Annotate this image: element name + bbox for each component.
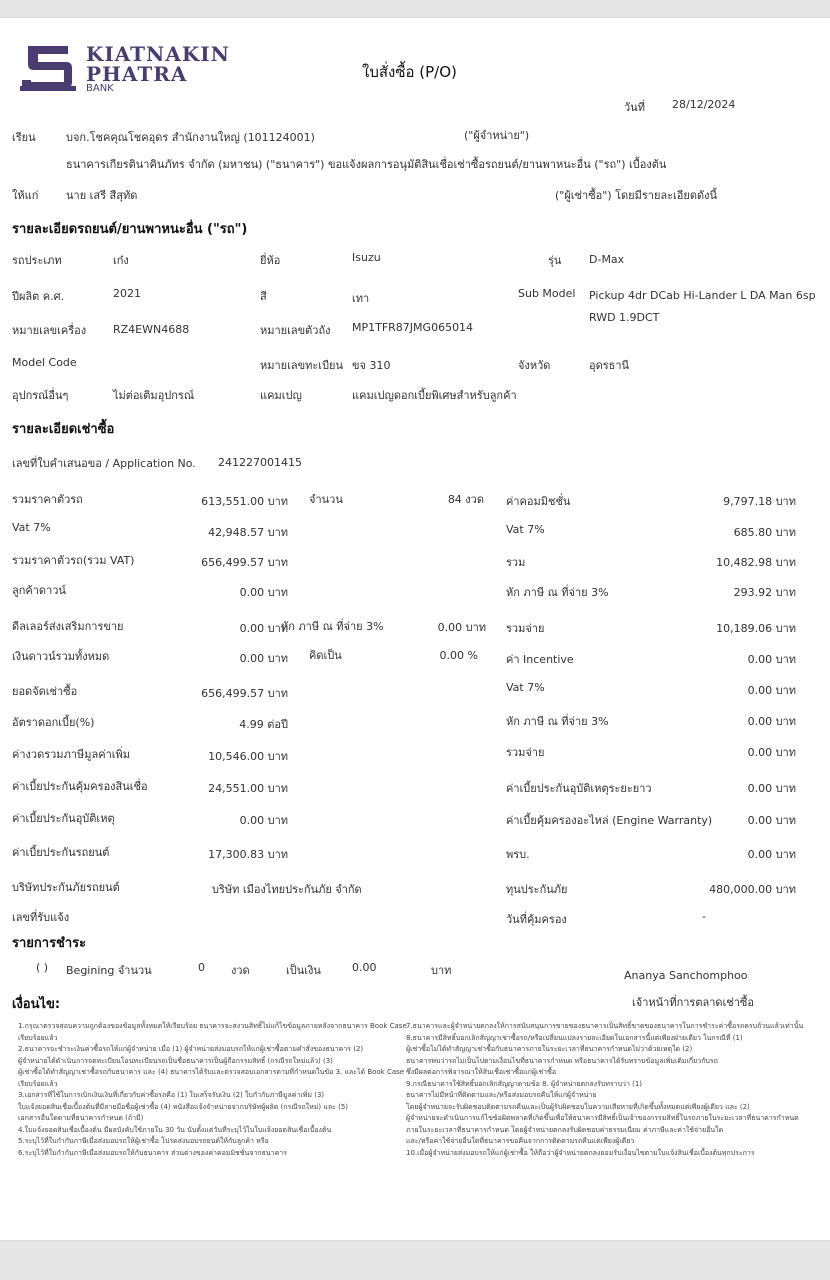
amount-label: เป็นเงิน [286,964,321,977]
date-value: 28/12/2024 [672,98,736,111]
page-title: ใบสั่งซื้อ (P/O) [362,63,457,81]
year-label: ปีผลิต ค.ศ. [12,290,65,303]
chassis-no: MP1TFR87JMG065014 [352,321,474,334]
lease-left-label: เงินดาวน์รวมทั้งหมด [12,650,110,663]
lease-left-value: 0.00 บาท [239,586,288,599]
condition-line: เอกสารอื่นใดตามที่ธนาคารกำหนด (ถ้ามี) [18,1114,144,1122]
lease-left-label: ค่าเบี้ยประกันรถยนต์ [12,846,110,859]
lease-right-label: Vat 7% [506,523,545,536]
lease-right-value: - [702,910,706,923]
vehicle-type: เก๋ง [113,254,129,267]
lease-right-value: 0.00 บาท [747,782,796,795]
bank-name-line2: PHATRA [86,62,188,86]
lease-right-value: 10,189.06 บาท [716,622,796,635]
condition-line: 5.ระบุไว้ที่ใบกำกับภาษีเมื่อส่งมอบรถให้ผู้เช่าซื้อ โปรดส่งมอบรถยนต์ให้กับลูกค้า หรือ [18,1137,269,1145]
province: อุดรธานี [589,359,630,372]
bank-logo-icon [20,42,76,94]
bank-name-line3: BANK [86,83,114,94]
lease-right-label: ทุนประกันภัย [506,883,568,896]
bank-name-line1: KIATNAKIN [86,42,230,66]
province-label: จังหวัด [518,359,551,372]
lease-right-label: ค่าคอมมิชชั่น [506,495,571,508]
lease-left-label: ค่าเบี้ยประกันอุบัติเหตุ [12,812,115,825]
lease-right-label: พรบ. [506,848,530,861]
submodel-line2: RWD 1.9DCT [589,311,660,324]
calc-label: คิดเป็น [309,649,342,662]
lease-right-label: รวมจ่าย [506,746,545,759]
campaign-label: แคมเปญ [260,389,302,402]
signature-role: เจ้าหน้าที่การตลาดเช่าซื้อ [632,996,755,1009]
lease-right-label: ค่าเบี้ยคุ้มครองอะไหล่ (Engine Warranty) [506,814,713,827]
lease-right-label: Vat 7% [506,681,545,694]
engine-label: หมายเลขเครื่อง [12,324,87,337]
brand-label: ยี่ห้อ [260,254,281,267]
condition-line: 1.กรุณาตรวจสอบความถูกต้องของข้อมูลทั้งหมดให้เรียบร้อย ธนาคารจะสงวนสิทธิ์ไม่แก้ไขข้อมูลภายหลังจากธนาคาร Book Case [18,1022,407,1030]
condition-line: โดยผู้จำหน่ายจะรับผิดชอบติดตามรถคืนและเป็นผู้รับผิดชอบในความเสียหายที่เกิดขึ้นทั้งหมดแต่เพียงผู้เดียว และ (2) [406,1102,750,1111]
lease-right-label: หัก ภาษี ณ ที่จ่าย 3% [506,586,609,599]
condition-line: ซึ่งมีผลต่อการพิจารณาให้สินเชื่อเช่าซื้อแก่ผู้เช่าซื้อ [406,1068,557,1076]
amount-currency: บาท [431,964,452,977]
amount: 0.00 [352,961,377,974]
chassis-label: หมายเลขตัวถัง [260,324,331,337]
customer-name: นาย เสรี สีสุทัด [66,189,138,202]
condition-line: 4.ใบแจ้งยอดสินเชื่อเบื้องต้น มีผลบังคับใช้ภายใน 30 วัน นับตั้งแต่วันที่ระบุไว้ในใบแจ้งยอดสินเชื่อเบื้องต้น [18,1125,332,1134]
condition-line: 9.กรณีธนาคารใช้สิทธิ์บอกเลิกสัญญาตามข้อ 8. ผู้จำหน่ายตกลงรับทราบว่า (1) [406,1079,643,1088]
date-label: วันที่ [624,101,645,114]
give-to-label: ให้แก่ [12,189,39,202]
lease-left-label: ลูกค้าดาวน์ [12,584,66,597]
lease-left-value: 4.99 ต่อปี [239,718,288,731]
signature-name: Ananya Sanchomphoo [624,969,748,982]
bank-logo [20,42,230,98]
brand: Isuzu [352,251,381,264]
payment-checkbox[interactable]: ( ) [36,961,49,974]
installment-count: 84 งวด [447,493,484,506]
plate-label: หมายเลขทะเบียน [260,359,344,372]
lease-right-label: ค่าเบี้ยประกันอุบัติเหตุระยะยาว [506,782,652,795]
application-no: 241227001415 [218,456,302,469]
lease-right-label: รวมจ่าย [506,622,545,635]
lease-right-value: 293.92 บาท [733,586,796,599]
lease-right-value: 0.00 บาท [747,848,796,861]
installment-count-label: จำนวน [309,493,343,506]
color-label: สี [260,290,267,303]
condition-line: 7.ธนาคารและผู้จำหน่ายตกลงให้การสนับสนุนการขายของธนาคารเป็นสิทธิ์ขาดของธนาคารในการชำระค่าซื้อรถครบถ้วนแล้วเท่านั้น [406,1022,804,1030]
lease-left-value: 0.00 บาท [239,622,288,635]
customer-role: ("ผู้เช่าซื้อ") โดยมีรายละเอียดดังนี้ [555,189,718,202]
condition-line: 6.ระบุไว้ที่ใบกำกับภาษีเมื่อส่งมอบรถให้กับธนาคาร ส่วนต่างของค่าคอมมิชชั่นจากธนาคาร [18,1148,287,1157]
lease-right-value: 9,797.18 บาท [723,495,796,508]
lease-left-label: ค่าเบี้ยประกันคุ้มครองสินเชื่อ [12,780,148,793]
year: 2021 [113,287,141,300]
condition-line: ผู้จำหน่ายจะดำเนินการแก้ไขข้อผิดพลาดที่เกิดขึ้นเพื่อให้ธนาคารมีสิทธิ์เป็นเจ้าของกรรมสิทธิ์ในรถภายในระยะเวลาที่ธนาคารกำหนด [406,1114,799,1122]
plate-no: ขจ 310 [352,359,391,372]
equipment-label: อุปกรณ์อื่นๆ [12,389,69,402]
equipment: ไม่ต่อเติมอุปกรณ์ [113,389,195,402]
begin-count: 0 [198,961,205,974]
lease-right-label: รวม [506,556,526,569]
lease-left-label: บริษัทประกันภัยรถยนต์ [12,881,120,894]
lease-left-label: ดีลเลอร์ส่งเสริมการขาย [12,620,124,633]
condition-line: ผู้เช่าซื้อได้ทำสัญญาเช่าซื้อรถกับธนาคาร และ (4) ธนาคารได้รับและตรวจสอบเอกสารตามที่กำหนดในข้อ 3. และได้ Book Case [18,1068,405,1076]
purchase-order-document [0,18,830,1240]
vehicle-heading: รายละเอียดรถยนต์/ยานพาหนะอื่น ("รถ") [12,222,248,237]
lease-left-value: 656,499.57 บาท [201,556,288,569]
model: D-Max [589,253,625,266]
condition-line: ธนาคารพบว่ารถไม่เป็นไปตามเงื่อนไขที่ธนาคารกำหนด หรือธนาคารได้รับทราบข้อมูลเพิ่มเติมเกี่ยวกับรถ [406,1056,718,1065]
lease-right-label: ค่า Incentive [506,653,574,666]
lease-right-value: 0.00 บาท [747,746,796,759]
condition-line: ผู้เช่าซื้อไม่ได้ทำสัญญาเช่าซื้อกับธนาคารภายในระยะเวลาที่ธนาคารกำหนดไม่ว่าด้วยเหตุใด (2) [406,1045,693,1053]
lease-left-label: ค่างวดรวมภาษีมูลค่าเพิ่ม [12,748,131,761]
lease-left-value: 613,551.00 บาท [201,495,288,508]
condition-line: 2.ธนาคารจะชำระเงินค่าซื้อรถให้แก่ผู้จำหน่าย เมื่อ (1) ผู้จำหน่ายส่งมอบรถให้แก่ผู้เช่าซื้อตามคำสั่งของธนาคาร (2) [18,1045,364,1053]
calc-value: 0.00 % [439,649,478,662]
lease-right-value: 0.00 บาท [747,715,796,728]
condition-line: ใบแจ้งยอดสินเชื่อเบื้องต้นที่มีลายมือชื่อผู้เช่าซื้อ (4) หนังสือแจ้งจำหน่ายจากบริษัทผู้ผลิต (กรณีรถใหม่) และ (5) [18,1102,349,1111]
lease-left-value: 656,499.57 บาท [201,687,288,700]
lease-left-value: 17,300.83 บาท [208,848,288,861]
color: เทา [352,292,370,305]
lease-right-label: หัก ภาษี ณ ที่จ่าย 3% [506,715,609,728]
lease-left-label: Vat 7% [12,521,51,534]
lease-left-value: 0.00 บาท [239,814,288,827]
begin-label: Begining จำนวน [66,964,152,977]
application-label: เลขที่ใบคำเสนอขอ / Application No. [12,457,196,470]
payment-heading: รายการชำระ [12,936,87,951]
lease-left-value: 10,546.00 บาท [208,750,288,763]
dealer-name: บจก.โชคคุณโชคอุดร สำนักงานใหญ่ (101124001) [66,131,315,144]
lease-heading: รายละเอียดเช่าซื้อ [12,422,115,437]
lease-right-label: วันที่คุ้มครอง [506,913,567,926]
condition-line: ธนาคารไม่มีหน้าที่ติดตามและ/หรือส่งมอบรถคืนให้แก่ผู้จำหน่าย [406,1091,597,1099]
lease-right-value: 0.00 บาท [747,814,796,827]
to-label: เรียน [12,131,36,144]
model-label: รุ่น [548,254,562,267]
lease-left-label: รวมราคาตัวรถ [12,493,83,506]
mid-wht-label: หัก ภาษี ณ ที่จ่าย 3% [281,620,384,633]
lease-left-value: 42,948.57 บาท [208,526,288,539]
campaign: แคมเปญดอกเบี้ยพิเศษสำหรับลูกค้า [352,389,517,402]
condition-line: 3.เอกสารที่ใช้ในการเบิกเงินเงินที่เกี่ยวกับค่าซื้อรถคือ (1) ใบเสร็จรับเงิน (2) ใบกำกับภาษีมูลค่าเพิ่ม (3) [18,1091,325,1099]
vehicle-type-label: รถประเภท [12,254,62,267]
conditions-heading: เงื่อนไข: [12,997,61,1012]
approval-notice: ธนาคารเกียรตินาคินภัทร จำกัด (มหาชน) ("ธนาคาร") ขอแจ้งผลการอนุมัติสินเชื่อเช่าซื้อรถยนต์/ยานพาหนะอื่น ("รถ") เบื้องต้น [66,158,667,171]
lease-left-value: 0.00 บาท [239,652,288,665]
lease-right-value: 0.00 บาท [747,653,796,666]
mid-wht-value: 0.00 บาท [437,621,486,634]
engine-no: RZ4EWN4688 [113,323,190,336]
condition-line: เรียบร้อยแล้ว [18,1079,58,1088]
model-code-label: Model Code [12,356,77,369]
lease-left-label: อัตราดอกเบี้ย(%) [12,716,95,729]
lease-right-value: 10,482.98 บาท [716,556,796,569]
submodel-label: Sub Model [518,287,576,300]
condition-line: และ/หรือค่าใช้จ่ายอื่นใดที่ธนาคารขอคืนจากการติดตามรถคืนแต่เพียงผู้เดียว [406,1137,635,1145]
condition-line: เรียบร้อยแล้ว [18,1033,58,1042]
lease-right-value: 480,000.00 บาท [709,883,796,896]
lease-left-label: เลขที่รับแจ้ง [12,911,70,924]
conditions-right [406,1021,803,1159]
lease-left-value: บริษัท เมืองไทยประกันภัย จำกัด [212,883,362,896]
lease-left-value: 24,551.00 บาท [208,782,288,795]
lease-right-value: 0.00 บาท [747,684,796,697]
lease-left-label: ยอดจัดเช่าซื้อ [12,685,78,698]
condition-line: 10.เมื่อผู้จำหน่ายส่งมอบรถให้แก่ผู้เช่าซื้อ ให้ถือว่าผู้จำหน่ายตกลงยอมรับเงื่อนไขตามใบแจ้งสินเชื่อเบื้องต้นทุกประการ [406,1148,755,1157]
conditions-left [18,1021,407,1159]
lease-right-value: 685.80 บาท [733,526,796,539]
begin-unit: งวด [231,964,250,977]
condition-line: ภายในระยะเวลาที่ธนาคารกำหนด โดยผู้จำหน่ายตกลงรับผิดชอบค่าธรรมเนียม ค่าภาษีและค่าใช้จ่ายอื่นใด [406,1125,724,1134]
dealer-role: ("ผู้จำหน่าย") [464,129,530,142]
condition-line: 8.ธนาคารมีสิทธิ์บอกเลิกสัญญาเช่าซื้อรถ/หรือเปลี่ยนแปลงรายละเอียดในเอกสารนี้แต่เพียงฝ่ายเดียว ในกรณีที่ (1) [406,1033,743,1042]
condition-line: ผู้จำหน่ายได้ดำเนินการจดทะเบียนโอนทะเบียนรถเป็นชื่อธนาคารเป็นผู้ถือกรรมสิทธิ์ (กรณีรถใหม่แล้ว) (3) [18,1056,333,1065]
lease-left-label: รวมราคาตัวรถ(รวม VAT) [12,554,135,567]
submodel-line1: Pickup 4dr DCab Hi-Lander L DA Man 6sp [589,289,816,302]
